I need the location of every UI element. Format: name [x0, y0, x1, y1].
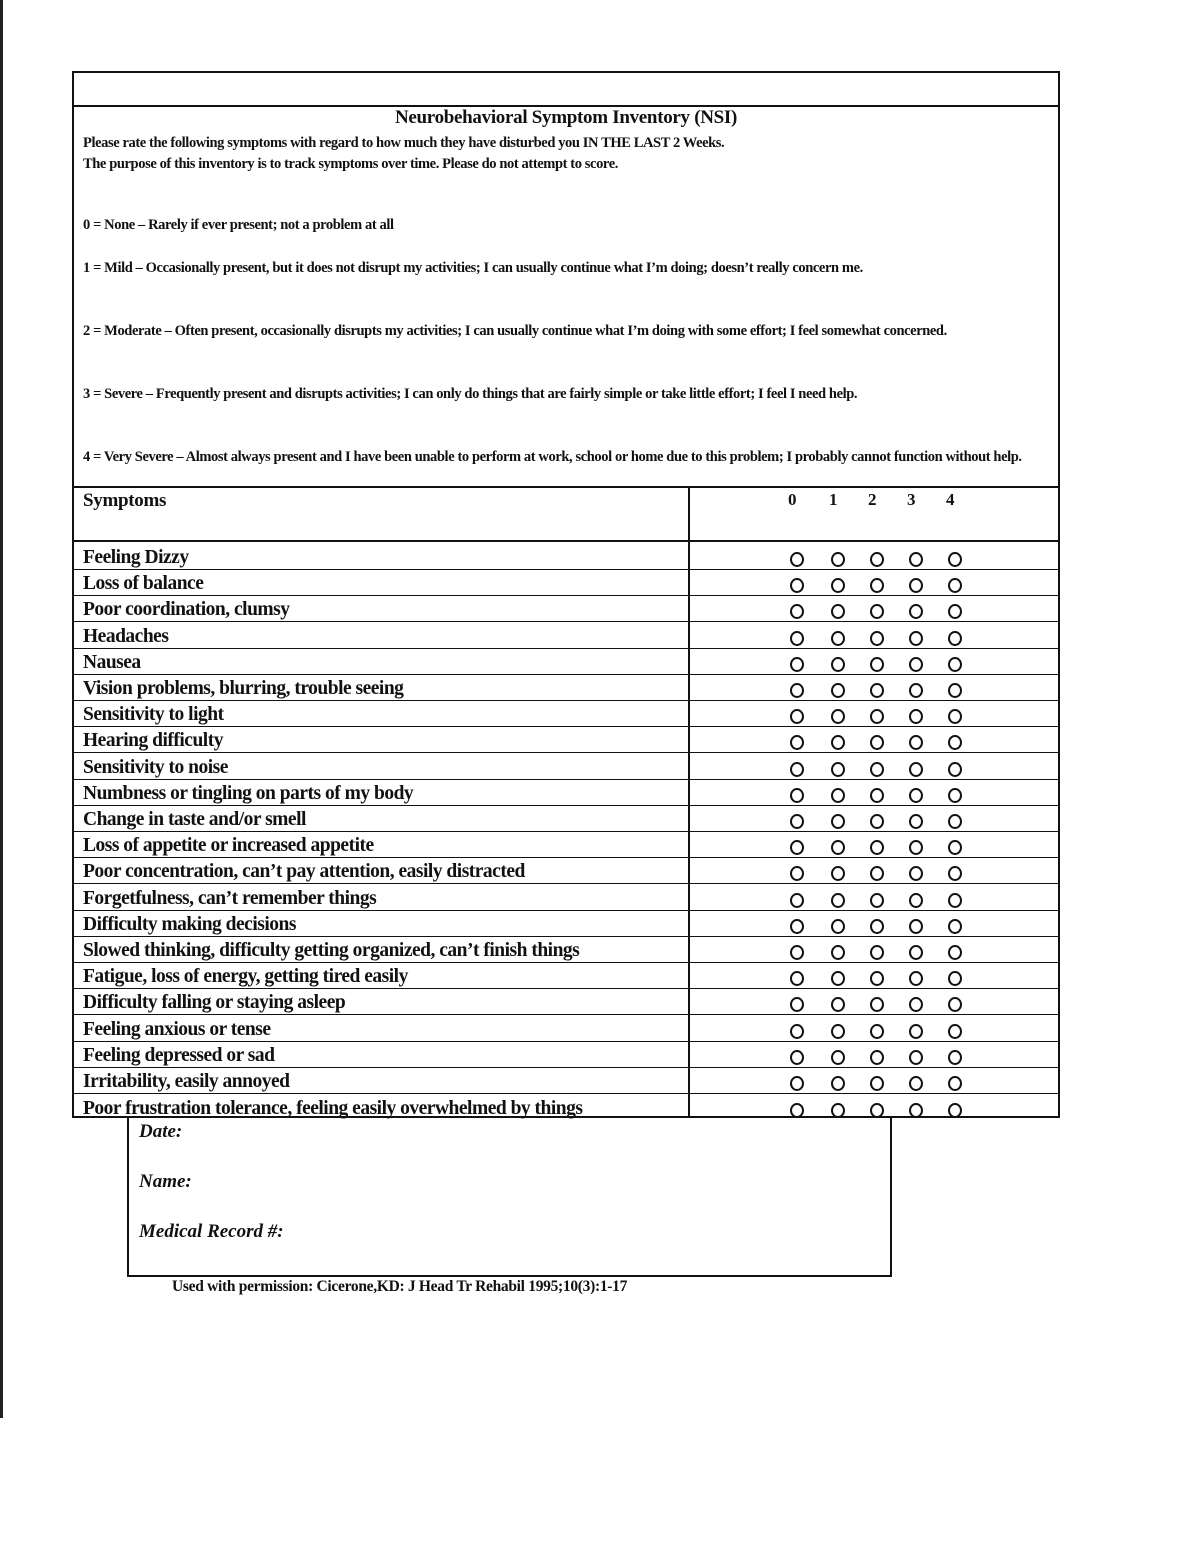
rating-option-3[interactable]: [909, 866, 923, 881]
rating-option-3[interactable]: [909, 840, 923, 855]
rating-option-0[interactable]: [790, 709, 804, 724]
rating-option-4[interactable]: [948, 578, 962, 593]
medical-record-label: Medical Record #:: [139, 1221, 284, 1242]
rating-option-3[interactable]: [909, 1076, 923, 1091]
rating-option-2[interactable]: [870, 893, 884, 908]
rating-option-4[interactable]: [948, 735, 962, 750]
scale-header-4: 4: [946, 490, 955, 509]
symptom-label: Nausea: [83, 651, 141, 673]
symptom-label: Vision problems, blurring, trouble seeing: [83, 677, 404, 699]
rating-option-2[interactable]: [870, 945, 884, 960]
rating-option-2[interactable]: [870, 1050, 884, 1065]
symptom-label: Feeling depressed or sad: [83, 1044, 275, 1066]
table-header: [74, 486, 1058, 542]
symptom-label: Poor frustration tolerance, feeling easily overwhelmed by things: [83, 1098, 583, 1120]
rating-option-3[interactable]: [909, 893, 923, 908]
table-row: [74, 832, 1058, 858]
rating-option-3[interactable]: [909, 997, 923, 1012]
rating-option-3[interactable]: [909, 945, 923, 960]
instruction-line-2: The purpose of this inventory is to track symptoms over time. Please do not attempt to score.: [83, 156, 618, 172]
rating-option-4[interactable]: [948, 604, 962, 619]
rating-option-2[interactable]: [870, 919, 884, 934]
rating-option-0[interactable]: [790, 893, 804, 908]
rating-option-3[interactable]: [909, 552, 923, 567]
scale-header-1: 1: [829, 490, 838, 509]
rating-option-1[interactable]: [831, 604, 845, 619]
rating-option-1[interactable]: [831, 657, 845, 672]
rating-option-2[interactable]: [870, 1103, 884, 1118]
rating-option-1[interactable]: [831, 762, 845, 777]
scale-definition-4: 4 = Very Severe – Almost always present and I have been unable to perform at work, school or home due to this problem; I probably cannot function without help.: [83, 449, 1022, 465]
rating-option-0[interactable]: [790, 552, 804, 567]
table-row: [74, 911, 1058, 937]
table-row: [74, 570, 1058, 596]
rating-option-1[interactable]: [831, 578, 845, 593]
table-row: [74, 1015, 1058, 1041]
form-title: Neurobehavioral Symptom Inventory (NSI): [394, 107, 738, 128]
rating-option-0[interactable]: [790, 945, 804, 960]
rating-option-0[interactable]: [790, 971, 804, 986]
rating-option-0[interactable]: [790, 1076, 804, 1091]
rating-option-4[interactable]: [948, 893, 962, 908]
intro-section: [74, 105, 1058, 486]
rating-option-2[interactable]: [870, 1076, 884, 1091]
rating-option-2[interactable]: [870, 971, 884, 986]
rating-option-0[interactable]: [790, 1050, 804, 1065]
symptom-label: Sensitivity to noise: [83, 756, 228, 778]
rating-option-2[interactable]: [870, 657, 884, 672]
symptom-label: Loss of appetite or increased appetite: [83, 835, 374, 857]
rating-option-0[interactable]: [790, 604, 804, 619]
rating-option-1[interactable]: [831, 840, 845, 855]
name-label: Name:: [139, 1171, 192, 1192]
symptom-label: Numbness or tingling on parts of my body: [83, 782, 414, 804]
scale-header-3: 3: [907, 490, 916, 509]
table-row: [74, 596, 1058, 622]
rating-option-0[interactable]: [790, 735, 804, 750]
rating-option-2[interactable]: [870, 552, 884, 567]
rating-option-4[interactable]: [948, 552, 962, 567]
rating-option-1[interactable]: [831, 683, 845, 698]
rating-option-2[interactable]: [870, 840, 884, 855]
rating-option-1[interactable]: [831, 945, 845, 960]
symptom-label: Sensitivity to light: [83, 704, 224, 726]
symptom-label: Fatigue, loss of energy, getting tired easily: [83, 966, 408, 988]
rating-option-4[interactable]: [948, 971, 962, 986]
rating-option-1[interactable]: [831, 1076, 845, 1091]
rating-option-3[interactable]: [909, 578, 923, 593]
rating-option-0[interactable]: [790, 1103, 804, 1118]
symptoms-header: Symptoms: [83, 490, 167, 511]
rating-option-2[interactable]: [870, 578, 884, 593]
scale-definition-3: 3 = Severe – Frequently present and disrupts activities; I can only do things that are fairly simple or take little effort; I feel I need help.: [83, 386, 858, 402]
table-row: [74, 858, 1058, 884]
rating-option-1[interactable]: [831, 631, 845, 646]
rating-option-1[interactable]: [831, 814, 845, 829]
rating-option-1[interactable]: [831, 709, 845, 724]
rating-option-0[interactable]: [790, 631, 804, 646]
rating-option-4[interactable]: [948, 709, 962, 724]
table-row: [74, 622, 1058, 648]
rating-option-0[interactable]: [790, 840, 804, 855]
nsi-form: [72, 71, 1060, 1118]
rating-option-1[interactable]: [831, 788, 845, 803]
symptom-label: Slowed thinking, difficulty getting organized, can’t finish things: [83, 939, 580, 961]
rating-option-4[interactable]: [948, 814, 962, 829]
rating-option-4[interactable]: [948, 631, 962, 646]
rating-option-0[interactable]: [790, 1024, 804, 1039]
rating-option-2[interactable]: [870, 683, 884, 698]
rating-option-2[interactable]: [870, 762, 884, 777]
rating-option-3[interactable]: [909, 631, 923, 646]
rating-option-3[interactable]: [909, 814, 923, 829]
rating-option-0[interactable]: [790, 997, 804, 1012]
symptom-label: Feeling Dizzy: [83, 547, 189, 568]
symptom-label: Feeling anxious or tense: [83, 1018, 271, 1040]
table-row: [74, 1068, 1058, 1094]
rating-option-3[interactable]: [909, 1103, 923, 1118]
rating-option-2[interactable]: [870, 604, 884, 619]
table-row: [74, 753, 1058, 779]
rating-option-3[interactable]: [909, 919, 923, 934]
symptom-label: Poor concentration, can’t pay attention, easily distracted: [83, 861, 525, 883]
symptom-label: Difficulty making decisions: [83, 913, 296, 935]
rating-option-3[interactable]: [909, 788, 923, 803]
rating-option-1[interactable]: [831, 735, 845, 750]
rating-option-3[interactable]: [909, 657, 923, 672]
rating-option-3[interactable]: [909, 709, 923, 724]
rating-option-3[interactable]: [909, 762, 923, 777]
rating-option-3[interactable]: [909, 683, 923, 698]
table-row: [74, 780, 1058, 806]
rating-option-1[interactable]: [831, 552, 845, 567]
rating-option-0[interactable]: [790, 788, 804, 803]
rating-option-1[interactable]: [831, 919, 845, 934]
table-row: [74, 727, 1058, 753]
table-row: [74, 884, 1058, 910]
rating-option-2[interactable]: [870, 1024, 884, 1039]
rating-option-3[interactable]: [909, 971, 923, 986]
rating-option-2[interactable]: [870, 709, 884, 724]
rating-option-2[interactable]: [870, 788, 884, 803]
symptom-label: Headaches: [83, 625, 169, 647]
scale-header-0: 0: [788, 490, 797, 509]
rating-option-4[interactable]: [948, 919, 962, 934]
rating-option-2[interactable]: [870, 631, 884, 646]
rating-option-4[interactable]: [948, 840, 962, 855]
rating-option-0[interactable]: [790, 762, 804, 777]
symptom-label: Irritability, easily annoyed: [83, 1070, 290, 1092]
scale-definition-2: 2 = Moderate – Often present, occasionally disrupts my activities; I can usually continue what I’m doing with some effort; I feel somewhat concerned.: [83, 323, 947, 339]
table-row: [74, 806, 1058, 832]
rating-option-1[interactable]: [831, 1103, 845, 1118]
rating-option-0[interactable]: [790, 578, 804, 593]
instruction-line-1: Please rate the following symptoms with regard to how much they have disturbed you IN THE LAST 2 Weeks.: [83, 135, 725, 151]
rating-option-4[interactable]: [948, 788, 962, 803]
rating-option-0[interactable]: [790, 814, 804, 829]
symptom-label: Loss of balance: [83, 573, 204, 595]
table-row: [74, 963, 1058, 989]
table-row: [74, 649, 1058, 675]
rating-option-2[interactable]: [870, 735, 884, 750]
scale-header-2: 2: [868, 490, 877, 509]
symptom-label: Forgetfulness, can’t remember things: [83, 887, 377, 909]
rating-option-4[interactable]: [948, 1076, 962, 1091]
rating-option-4[interactable]: [948, 1103, 962, 1118]
rating-option-4[interactable]: [948, 1024, 962, 1039]
citation: Used with permission: Cicerone,KD: J Head Tr Rehabil 1995;10(3):1-17: [172, 1278, 628, 1295]
table-row: [74, 701, 1058, 727]
rating-option-0[interactable]: [790, 657, 804, 672]
rating-option-2[interactable]: [870, 866, 884, 881]
table-row: [74, 989, 1058, 1015]
patient-info-box: [127, 1117, 892, 1277]
rating-option-4[interactable]: [948, 683, 962, 698]
rating-option-1[interactable]: [831, 1024, 845, 1039]
rating-option-3[interactable]: [909, 1050, 923, 1065]
symptom-label: Poor coordination, clumsy: [83, 599, 290, 621]
rating-option-1[interactable]: [831, 971, 845, 986]
scale-definition-1: 1 = Mild – Occasionally present, but it does not disrupt my activities; I can usually continue what I’m doing; doesn’t really concern me.: [83, 260, 863, 276]
rating-option-4[interactable]: [948, 657, 962, 672]
rating-option-4[interactable]: [948, 945, 962, 960]
table-row: [74, 937, 1058, 963]
table-row: [74, 675, 1058, 701]
rating-option-0[interactable]: [790, 866, 804, 881]
rating-option-4[interactable]: [948, 762, 962, 777]
rating-option-3[interactable]: [909, 604, 923, 619]
scale-definition-0: 0 = None – Rarely if ever present; not a problem at all: [83, 217, 394, 233]
rating-option-0[interactable]: [790, 919, 804, 934]
date-label: Date:: [139, 1121, 183, 1142]
rating-option-2[interactable]: [870, 814, 884, 829]
symptom-label: Hearing difficulty: [83, 730, 223, 752]
rating-option-1[interactable]: [831, 1050, 845, 1065]
rating-option-3[interactable]: [909, 735, 923, 750]
symptom-label: Change in taste and/or smell: [83, 808, 306, 830]
left-edge-rule: [0, 0, 3, 1418]
rating-option-4[interactable]: [948, 866, 962, 881]
rating-option-1[interactable]: [831, 997, 845, 1012]
rating-option-2[interactable]: [870, 997, 884, 1012]
rating-option-1[interactable]: [831, 893, 845, 908]
rating-option-0[interactable]: [790, 683, 804, 698]
rating-option-1[interactable]: [831, 866, 845, 881]
rating-option-4[interactable]: [948, 997, 962, 1012]
header-blank-row: [74, 73, 1058, 107]
rating-option-4[interactable]: [948, 1050, 962, 1065]
rating-option-3[interactable]: [909, 1024, 923, 1039]
table-row: [74, 1042, 1058, 1068]
table-row: [74, 538, 1058, 570]
symptom-label: Difficulty falling or staying asleep: [83, 992, 346, 1014]
